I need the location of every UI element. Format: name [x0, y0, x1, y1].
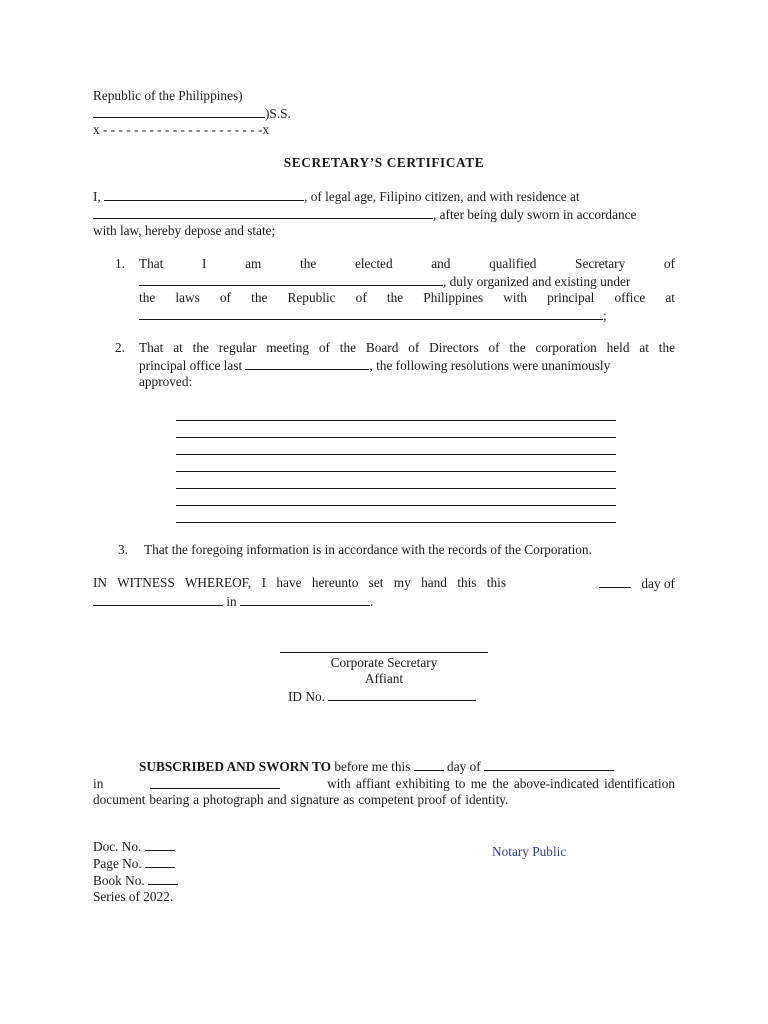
item2-line-2: principal office last , the following resolutions were unanimously: [139, 357, 611, 373]
page-title: SECRETARY’S CERTIFICATE: [283, 155, 485, 170]
jurat-line-3: document bearing a photograph and signature as competent proof of identity.: [93, 792, 509, 808]
item2-number: 2.: [115, 340, 125, 355]
jurat-day-blank: [414, 758, 444, 771]
resolution-line: [176, 420, 616, 421]
jurat-place-blank: [150, 776, 280, 789]
page-no: Page No.: [93, 855, 175, 873]
witness-place-blank: [240, 593, 370, 606]
resolution-line: [176, 437, 616, 438]
intro-line-3: with law, hereby depose and state;: [93, 223, 276, 239]
intro-part1: , of legal age, Filipino citizen, and with residence at: [304, 189, 580, 204]
item3-number: 3.: [118, 542, 128, 557]
name-blank: [104, 188, 304, 201]
item1-number: 1.: [115, 256, 125, 271]
item1-line-3: the laws of the Republic of the Philippines with principal office at: [139, 290, 675, 306]
item2-line-3: approved:: [139, 374, 193, 390]
witness-clause: [93, 575, 675, 610]
item3-text: That the foregoing information is in accordance with the records of the Corporation.: [144, 542, 592, 557]
item1-line-4: ;: [139, 307, 675, 325]
signature-affiant: Affiant: [364, 671, 404, 686]
notary-public: Notary Public: [492, 844, 567, 859]
residence-blank: [93, 206, 433, 219]
resolution-line: [176, 471, 616, 472]
venue-ss: )S.S.: [265, 106, 291, 121]
resolution-line: [176, 454, 616, 455]
signature-role: Corporate Secretary: [330, 655, 438, 670]
doc-no: Doc. No.: [93, 838, 175, 856]
jurat-bold: SUBSCRIBED AND SWORN TO: [139, 759, 331, 774]
jurat-line-2: in with affiant exhibiting to me the above-indicated identification: [93, 775, 675, 791]
witness-line-1: IN WITNESS WHEREOF, I have hereunto set my hand this this day of: [93, 575, 675, 591]
jurat: [93, 758, 675, 809]
item1-line-2: , duly organized and existing under: [139, 273, 675, 291]
intro-part2: , after being duly sworn in accordance: [433, 206, 637, 222]
item1-text: [139, 256, 675, 324]
signature-line: [280, 652, 488, 653]
item2-text: [139, 340, 675, 391]
venue-ss-line: [93, 105, 291, 123]
resolution-line: [176, 522, 616, 523]
book-no: Book No.: [93, 872, 178, 890]
intro-paragraph: [93, 188, 675, 240]
series: Series of 2022.: [93, 889, 174, 904]
witness-month-blank: [93, 593, 223, 606]
meeting-date-blank: [245, 357, 369, 370]
intro-i: I,: [93, 189, 101, 204]
venue-separator: x - - - - - - - - - - - - - - - - - - - - -x: [93, 122, 270, 137]
book-no-blank: [148, 872, 178, 885]
page-no-blank: [145, 855, 175, 868]
jurat-line-1: SUBSCRIBED AND SWORN TO before me this day of: [93, 758, 675, 776]
venue-republic: Republic of the Philippines): [93, 88, 243, 103]
signature-id: ID No.: [288, 688, 476, 706]
item2-line-1: That at the regular meeting of the Board of Directors of the corporation held at the: [139, 340, 675, 355]
id-number-blank: [328, 688, 476, 701]
corporation-blank: [139, 273, 443, 286]
venue-blank: [93, 105, 265, 118]
resolution-line: [176, 505, 616, 506]
witness-line-2: in .: [93, 593, 675, 611]
witness-day-blank: [599, 575, 631, 588]
intro-line-2: [93, 206, 675, 224]
intro-line-1: [93, 188, 675, 206]
office-address-blank: [139, 307, 603, 320]
item1-line-1: That I am the elected and qualified Secretary of: [139, 256, 675, 271]
doc-no-blank: [145, 838, 175, 851]
jurat-month-blank: [484, 758, 614, 771]
resolution-line: [176, 488, 616, 489]
